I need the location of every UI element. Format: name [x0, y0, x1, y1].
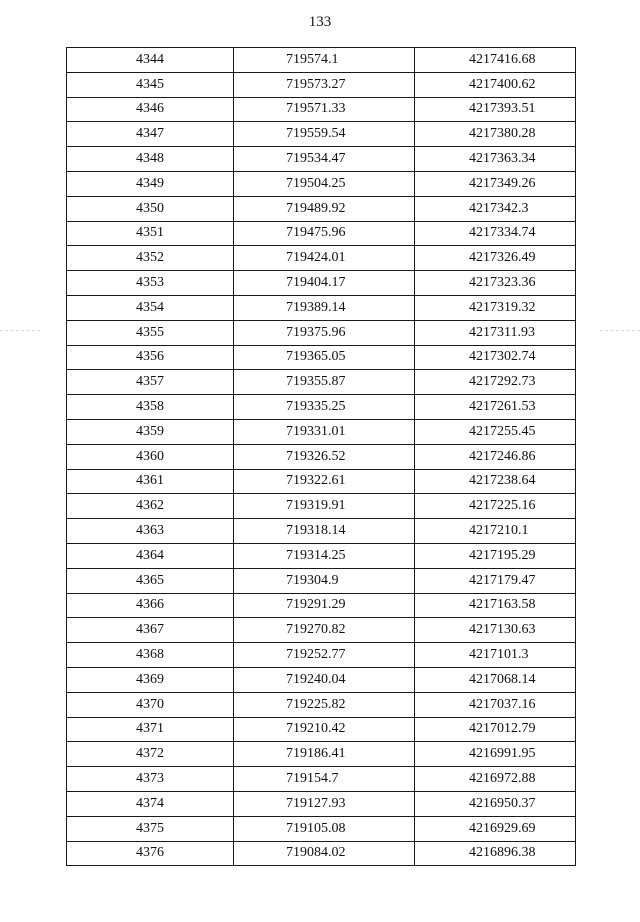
y-coordinate-cell: 4216972.88 [415, 767, 576, 792]
coordinates-table [66, 47, 576, 866]
y-coordinate-cell: 4216950.37 [415, 791, 576, 816]
y-coordinate-cell: 4217012.79 [415, 717, 576, 742]
x-coordinate-cell: 719571.33 [234, 97, 415, 122]
table-row [67, 122, 576, 147]
y-coordinate-cell: 4217319.32 [415, 295, 576, 320]
point-number-cell: 4355 [67, 320, 234, 345]
y-coordinate-cell: 4216896.38 [415, 841, 576, 866]
x-coordinate-cell: 719105.08 [234, 816, 415, 841]
point-number-cell: 4353 [67, 271, 234, 296]
point-number-cell: 4371 [67, 717, 234, 742]
y-coordinate-cell: 4217334.74 [415, 221, 576, 246]
table-row [67, 692, 576, 717]
point-number-cell: 4359 [67, 419, 234, 444]
point-number-cell: 4361 [67, 469, 234, 494]
table-row [67, 469, 576, 494]
point-number-cell: 4373 [67, 767, 234, 792]
x-coordinate-cell: 719304.9 [234, 568, 415, 593]
table-row [67, 72, 576, 97]
y-coordinate-cell: 4217342.3 [415, 196, 576, 221]
table-row [67, 841, 576, 866]
point-number-cell: 4364 [67, 543, 234, 568]
x-coordinate-cell: 719375.96 [234, 320, 415, 345]
x-coordinate-cell: 719127.93 [234, 791, 415, 816]
y-coordinate-cell: 4217179.47 [415, 568, 576, 593]
x-coordinate-cell: 719084.02 [234, 841, 415, 866]
table-row [67, 246, 576, 271]
y-coordinate-cell: 4217349.26 [415, 171, 576, 196]
table-row [67, 221, 576, 246]
point-number-cell: 4356 [67, 345, 234, 370]
point-number-cell: 4372 [67, 742, 234, 767]
y-coordinate-cell: 4217393.51 [415, 97, 576, 122]
x-coordinate-cell: 719318.14 [234, 519, 415, 544]
table-row [67, 494, 576, 519]
point-number-cell: 4350 [67, 196, 234, 221]
point-number-cell: 4365 [67, 568, 234, 593]
y-coordinate-cell: 4217246.86 [415, 444, 576, 469]
point-number-cell: 4370 [67, 692, 234, 717]
right-margin-mark [600, 330, 640, 331]
x-coordinate-cell: 719319.91 [234, 494, 415, 519]
x-coordinate-cell: 719252.77 [234, 643, 415, 668]
point-number-cell: 4346 [67, 97, 234, 122]
y-coordinate-cell: 4217380.28 [415, 122, 576, 147]
x-coordinate-cell: 719335.25 [234, 395, 415, 420]
left-margin-mark [0, 330, 40, 331]
table-row [67, 320, 576, 345]
table-row [67, 568, 576, 593]
y-coordinate-cell: 4217163.58 [415, 593, 576, 618]
table-row [67, 593, 576, 618]
point-number-cell: 4352 [67, 246, 234, 271]
x-coordinate-cell: 719322.61 [234, 469, 415, 494]
point-number-cell: 4374 [67, 791, 234, 816]
y-coordinate-cell: 4217238.64 [415, 469, 576, 494]
y-coordinate-cell: 4217363.34 [415, 147, 576, 172]
point-number-cell: 4360 [67, 444, 234, 469]
y-coordinate-cell: 4217210.1 [415, 519, 576, 544]
x-coordinate-cell: 719240.04 [234, 667, 415, 692]
x-coordinate-cell: 719475.96 [234, 221, 415, 246]
point-number-cell: 4354 [67, 295, 234, 320]
point-number-cell: 4368 [67, 643, 234, 668]
x-coordinate-cell: 719389.14 [234, 295, 415, 320]
point-number-cell: 4375 [67, 816, 234, 841]
y-coordinate-cell: 4217255.45 [415, 419, 576, 444]
y-coordinate-cell: 4217311.93 [415, 320, 576, 345]
y-coordinate-cell: 4217292.73 [415, 370, 576, 395]
x-coordinate-cell: 719331.01 [234, 419, 415, 444]
x-coordinate-cell: 719504.25 [234, 171, 415, 196]
point-number-cell: 4344 [67, 48, 234, 73]
point-number-cell: 4363 [67, 519, 234, 544]
y-coordinate-cell: 4217261.53 [415, 395, 576, 420]
y-coordinate-cell: 4216929.69 [415, 816, 576, 841]
point-number-cell: 4348 [67, 147, 234, 172]
table-row [67, 295, 576, 320]
y-coordinate-cell: 4217101.3 [415, 643, 576, 668]
y-coordinate-cell: 4217326.49 [415, 246, 576, 271]
x-coordinate-cell: 719210.42 [234, 717, 415, 742]
table-row [67, 271, 576, 296]
y-coordinate-cell: 4217130.63 [415, 618, 576, 643]
x-coordinate-cell: 719365.05 [234, 345, 415, 370]
table-row [67, 717, 576, 742]
y-coordinate-cell: 4217323.36 [415, 271, 576, 296]
table-row [67, 97, 576, 122]
y-coordinate-cell: 4217068.14 [415, 667, 576, 692]
table-row [67, 171, 576, 196]
coordinates-table-body [67, 48, 576, 866]
x-coordinate-cell: 719154.7 [234, 767, 415, 792]
table-row [67, 444, 576, 469]
point-number-cell: 4358 [67, 395, 234, 420]
x-coordinate-cell: 719186.41 [234, 742, 415, 767]
point-number-cell: 4369 [67, 667, 234, 692]
x-coordinate-cell: 719534.47 [234, 147, 415, 172]
table-row [67, 519, 576, 544]
x-coordinate-cell: 719225.82 [234, 692, 415, 717]
y-coordinate-cell: 4217400.62 [415, 72, 576, 97]
table-row [67, 618, 576, 643]
x-coordinate-cell: 719559.54 [234, 122, 415, 147]
x-coordinate-cell: 719404.17 [234, 271, 415, 296]
table-row [67, 147, 576, 172]
table-row [67, 767, 576, 792]
y-coordinate-cell: 4216991.95 [415, 742, 576, 767]
x-coordinate-cell: 719573.27 [234, 72, 415, 97]
point-number-cell: 4362 [67, 494, 234, 519]
point-number-cell: 4345 [67, 72, 234, 97]
table-row [67, 48, 576, 73]
point-number-cell: 4366 [67, 593, 234, 618]
y-coordinate-cell: 4217037.16 [415, 692, 576, 717]
point-number-cell: 4376 [67, 841, 234, 866]
table-row [67, 816, 576, 841]
table-row [67, 395, 576, 420]
point-number-cell: 4357 [67, 370, 234, 395]
table-row [67, 543, 576, 568]
x-coordinate-cell: 719270.82 [234, 618, 415, 643]
x-coordinate-cell: 719355.87 [234, 370, 415, 395]
x-coordinate-cell: 719574.1 [234, 48, 415, 73]
x-coordinate-cell: 719326.52 [234, 444, 415, 469]
x-coordinate-cell: 719314.25 [234, 543, 415, 568]
page-number: 133 [308, 14, 332, 30]
table-row [67, 667, 576, 692]
point-number-cell: 4367 [67, 618, 234, 643]
x-coordinate-cell: 719489.92 [234, 196, 415, 221]
y-coordinate-cell: 4217416.68 [415, 48, 576, 73]
table-row [67, 742, 576, 767]
table-row [67, 370, 576, 395]
table-row [67, 791, 576, 816]
point-number-cell: 4347 [67, 122, 234, 147]
y-coordinate-cell: 4217225.16 [415, 494, 576, 519]
point-number-cell: 4351 [67, 221, 234, 246]
table-row [67, 419, 576, 444]
table-row [67, 196, 576, 221]
x-coordinate-cell: 719424.01 [234, 246, 415, 271]
table-row [67, 345, 576, 370]
table-row [67, 643, 576, 668]
x-coordinate-cell: 719291.29 [234, 593, 415, 618]
point-number-cell: 4349 [67, 171, 234, 196]
y-coordinate-cell: 4217195.29 [415, 543, 576, 568]
y-coordinate-cell: 4217302.74 [415, 345, 576, 370]
